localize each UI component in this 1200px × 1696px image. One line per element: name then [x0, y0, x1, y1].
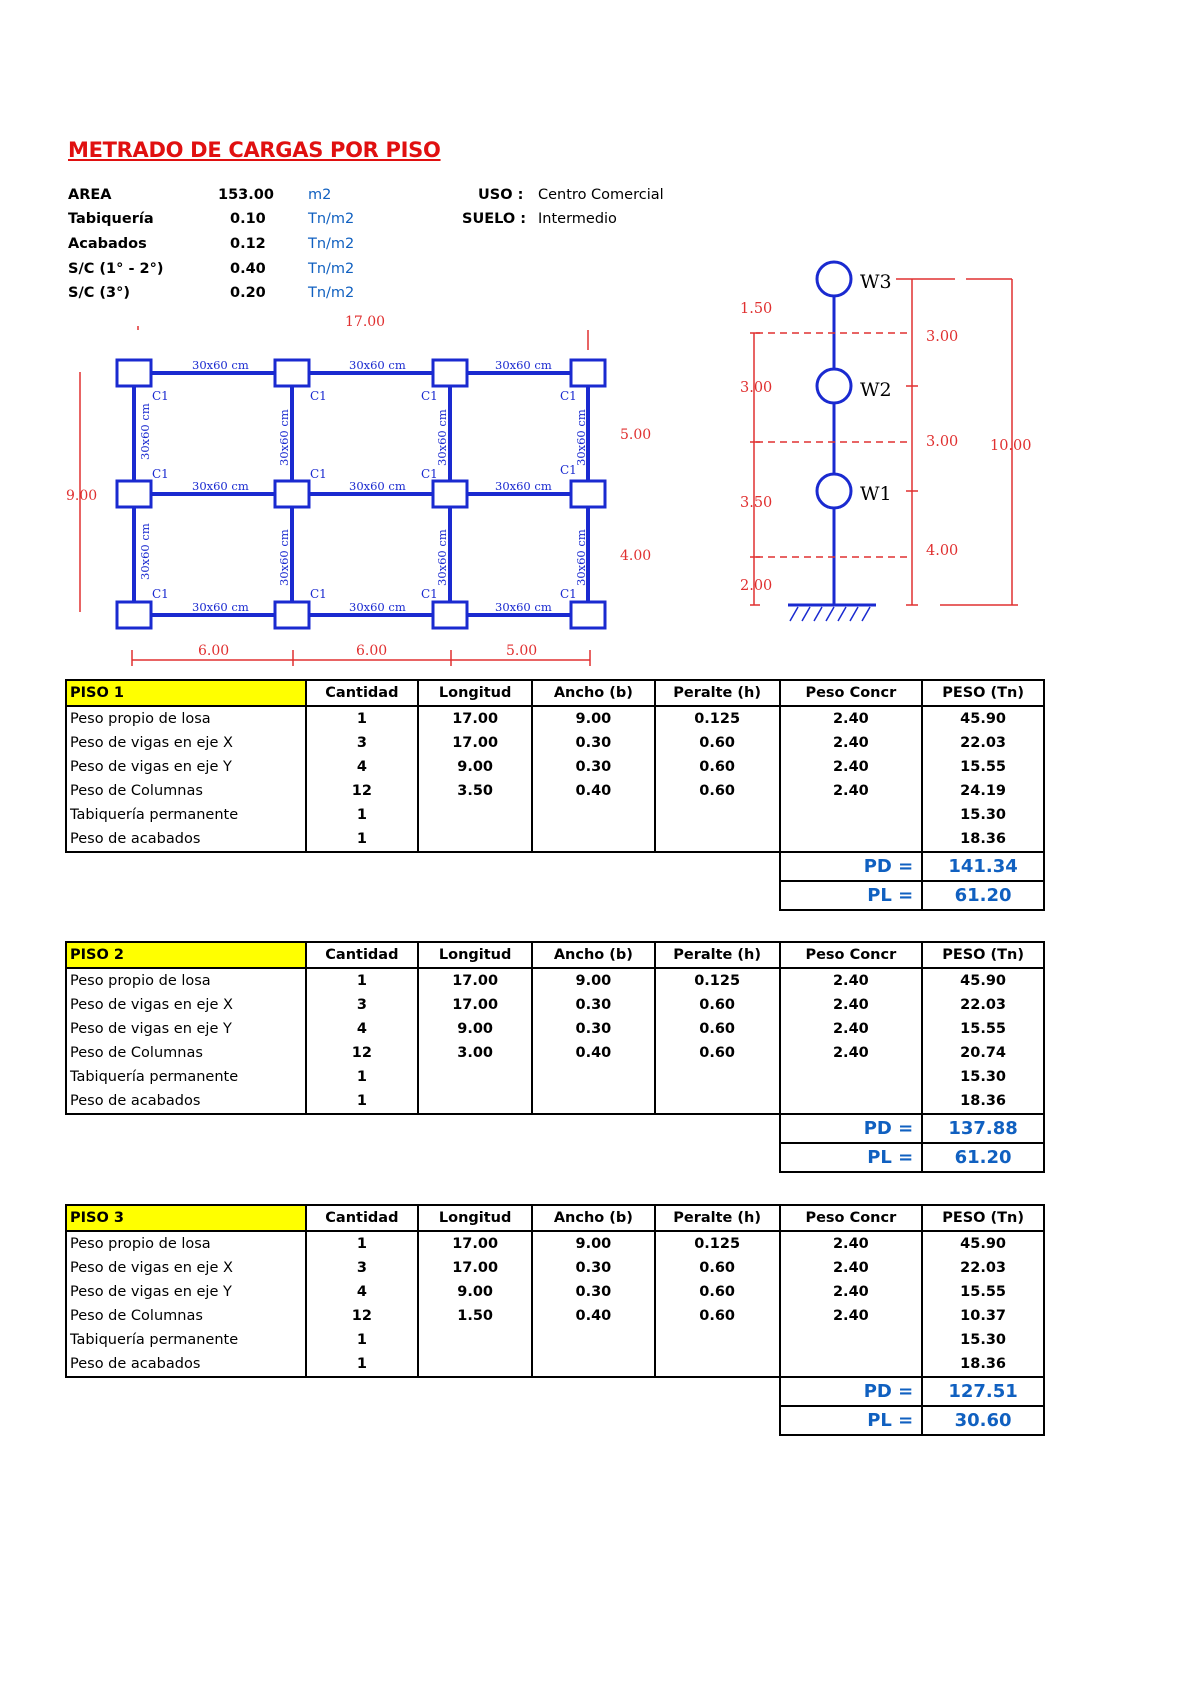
suelo-value: Intermedio	[538, 211, 617, 227]
row-longitud: 17.00	[418, 1256, 532, 1280]
uso-value: Centro Comercial	[538, 187, 664, 203]
suelo-label: SUELO :	[462, 211, 527, 227]
row-peso: 45.90	[922, 968, 1044, 993]
header-cell: Longitud	[418, 680, 532, 706]
column-label: C1	[560, 389, 577, 403]
row-peso: 22.03	[922, 1256, 1044, 1280]
row-desc: Peso de vigas en eje Y	[66, 755, 306, 779]
row-peralte: 0.60	[655, 1256, 780, 1280]
row-peso-concr	[780, 1065, 923, 1089]
row-ancho	[532, 1089, 655, 1114]
row-desc: Peso de Columnas	[66, 779, 306, 803]
header-cell: Cantidad	[306, 680, 419, 706]
row-desc: Peso de Columnas	[66, 1304, 306, 1328]
column-label: C1	[310, 587, 327, 601]
row-peralte: 0.60	[655, 993, 780, 1017]
param-unit: m2	[308, 187, 332, 203]
pl-row	[66, 1143, 1044, 1172]
row-ancho: 0.30	[532, 1256, 655, 1280]
row-longitud: 1.50	[418, 1304, 532, 1328]
row-peso: 15.55	[922, 1280, 1044, 1304]
table-row	[66, 993, 1044, 1017]
row-peso-concr: 2.40	[780, 1280, 923, 1304]
plan-total-width: 17.00	[345, 314, 386, 330]
row-cantidad: 4	[306, 1017, 419, 1041]
pl-row	[66, 881, 1044, 910]
pl-value: 30.60	[922, 1406, 1044, 1435]
piso-table-2	[65, 941, 1045, 1173]
column-label: C1	[560, 463, 577, 477]
pd-value: 127.51	[922, 1377, 1044, 1406]
row-longitud: 17.00	[418, 1231, 532, 1256]
table-row	[66, 1304, 1044, 1328]
row-peso: 45.90	[922, 706, 1044, 731]
row-peralte: 0.60	[655, 755, 780, 779]
row-ancho: 9.00	[532, 968, 655, 993]
row-ancho	[532, 1065, 655, 1089]
row-longitud: 9.00	[418, 755, 532, 779]
elev-right-dim: 3.00	[926, 329, 959, 345]
param-label: S/C (3°)	[68, 285, 131, 301]
table-row	[66, 827, 1044, 852]
row-desc: Tabiquería permanente	[66, 1065, 306, 1089]
header-cell: Peralte (h)	[655, 1205, 780, 1231]
row-longitud	[418, 827, 532, 852]
row-peso-concr: 2.40	[780, 993, 923, 1017]
row-ancho: 0.40	[532, 1041, 655, 1065]
row-desc: Peso de vigas en eje X	[66, 993, 306, 1017]
param-value: 0.12	[230, 236, 266, 252]
table-row	[66, 755, 1044, 779]
row-peso-concr: 2.40	[780, 968, 923, 993]
param-label: Tabiquería	[68, 211, 154, 227]
beam-label: 30x60 cm	[349, 479, 406, 493]
row-ancho: 0.30	[532, 731, 655, 755]
header-cell: Peralte (h)	[655, 942, 780, 968]
elev-left-dim: 1.50	[740, 301, 773, 317]
table-row	[66, 1041, 1044, 1065]
param-unit: Tn/m2	[308, 261, 355, 277]
param-label: Acabados	[68, 236, 147, 252]
pd-row	[66, 1377, 1044, 1406]
pd-row	[66, 852, 1044, 881]
row-cantidad: 1	[306, 1231, 419, 1256]
column-label: C1	[421, 467, 438, 481]
row-cantidad: 1	[306, 968, 419, 993]
header-cell: PESO (Tn)	[922, 1205, 1044, 1231]
param-unit: Tn/m2	[308, 236, 355, 252]
row-desc: Tabiquería permanente	[66, 803, 306, 827]
column-label: C1	[152, 467, 169, 481]
row-cantidad: 1	[306, 803, 419, 827]
header-cell: Peso Concr	[780, 942, 923, 968]
row-peso: 15.55	[922, 755, 1044, 779]
row-peso: 18.36	[922, 1352, 1044, 1377]
beam-label: 30x60 cm	[192, 479, 249, 493]
row-ancho: 0.40	[532, 779, 655, 803]
row-peso-concr: 2.40	[780, 779, 923, 803]
header-cell: Ancho (b)	[532, 942, 655, 968]
header-cell: Peso Concr	[780, 680, 923, 706]
row-peso-concr	[780, 827, 923, 852]
row-peso-concr: 2.40	[780, 1304, 923, 1328]
table-row	[66, 803, 1044, 827]
column-label: C1	[152, 587, 169, 601]
row-peso: 22.03	[922, 731, 1044, 755]
row-desc: Peso propio de losa	[66, 968, 306, 993]
row-peso: 45.90	[922, 1231, 1044, 1256]
row-peralte	[655, 827, 780, 852]
row-ancho	[532, 1328, 655, 1352]
row-peso-concr: 2.40	[780, 755, 923, 779]
row-peso-concr: 2.40	[780, 731, 923, 755]
bay-y-label: 4.00	[620, 548, 652, 564]
param-unit: Tn/m2	[308, 285, 355, 301]
row-peso-concr: 2.40	[780, 1231, 923, 1256]
row-longitud: 17.00	[418, 993, 532, 1017]
piso-table-1	[65, 679, 1045, 911]
row-peso: 15.55	[922, 1017, 1044, 1041]
beam-label: 30x60 cm	[138, 523, 152, 580]
row-ancho: 0.30	[532, 755, 655, 779]
row-peralte: 0.125	[655, 968, 780, 993]
table-row	[66, 1065, 1044, 1089]
row-peso-concr: 2.40	[780, 1256, 923, 1280]
row-longitud: 3.00	[418, 1041, 532, 1065]
row-peso: 10.37	[922, 1304, 1044, 1328]
elev-total-dim: 10.00	[990, 438, 1032, 454]
table-row	[66, 1017, 1044, 1041]
pd-label: PD =	[780, 1114, 923, 1143]
param-value: 0.40	[230, 261, 266, 277]
column-label: C1	[152, 389, 169, 403]
elevation-diagram	[0, 0, 1200, 680]
header-cell: Cantidad	[306, 1205, 419, 1231]
row-cantidad: 1	[306, 1328, 419, 1352]
pd-label: PD =	[780, 852, 923, 881]
row-cantidad: 1	[306, 1065, 419, 1089]
header-cell: Longitud	[418, 942, 532, 968]
beam-label: 30x60 cm	[138, 403, 152, 460]
beam-label: 30x60 cm	[495, 479, 552, 493]
pd-value: 141.34	[922, 852, 1044, 881]
row-cantidad: 1	[306, 1352, 419, 1377]
row-peso-concr: 2.40	[780, 1017, 923, 1041]
row-cantidad: 3	[306, 993, 419, 1017]
row-longitud: 17.00	[418, 731, 532, 755]
header-cell: PESO (Tn)	[922, 942, 1044, 968]
row-cantidad: 4	[306, 755, 419, 779]
param-label: AREA	[68, 187, 112, 203]
column-label: C1	[310, 467, 327, 481]
table-row	[66, 706, 1044, 731]
pl-label: PL =	[780, 1406, 923, 1435]
row-ancho: 0.30	[532, 993, 655, 1017]
row-peralte	[655, 1065, 780, 1089]
row-ancho: 0.40	[532, 1304, 655, 1328]
row-peso: 15.30	[922, 1328, 1044, 1352]
row-cantidad: 3	[306, 731, 419, 755]
row-desc: Tabiquería permanente	[66, 1328, 306, 1352]
param-value: 0.20	[230, 285, 266, 301]
beam-label: 30x60 cm	[435, 409, 449, 466]
row-peso: 18.36	[922, 827, 1044, 852]
row-desc: Peso de vigas en eje X	[66, 1256, 306, 1280]
pd-label: PD =	[780, 1377, 923, 1406]
column-label: C1	[560, 587, 577, 601]
elev-right-dim: 3.00	[926, 434, 959, 450]
row-peralte	[655, 1089, 780, 1114]
row-longitud: 9.00	[418, 1280, 532, 1304]
header-cell: Longitud	[418, 1205, 532, 1231]
table-row	[66, 1328, 1044, 1352]
row-peso-concr: 2.40	[780, 706, 923, 731]
bay-y-label: 5.00	[620, 427, 652, 443]
row-desc: Peso de Columnas	[66, 1041, 306, 1065]
piso-name: PISO 2	[66, 942, 306, 968]
header-cell: PESO (Tn)	[922, 680, 1044, 706]
pl-row	[66, 1406, 1044, 1435]
table-row	[66, 1089, 1044, 1114]
piso-table-3	[65, 1204, 1045, 1436]
row-ancho: 9.00	[532, 1231, 655, 1256]
row-peralte: 0.125	[655, 706, 780, 731]
row-peralte: 0.60	[655, 1280, 780, 1304]
header-cell: Ancho (b)	[532, 680, 655, 706]
pl-label: PL =	[780, 1143, 923, 1172]
bay-x-label: 5.00	[506, 643, 538, 659]
table-row	[66, 968, 1044, 993]
beam-label: 30x60 cm	[277, 409, 291, 466]
row-peso: 15.30	[922, 803, 1044, 827]
beam-label: 30x60 cm	[495, 358, 552, 372]
column-label: C1	[310, 389, 327, 403]
pd-value: 137.88	[922, 1114, 1044, 1143]
row-cantidad: 4	[306, 1280, 419, 1304]
beam-label: 30x60 cm	[574, 529, 588, 586]
row-longitud	[418, 1352, 532, 1377]
row-peso: 18.36	[922, 1089, 1044, 1114]
row-longitud: 9.00	[418, 1017, 532, 1041]
row-cantidad: 1	[306, 1089, 419, 1114]
beam-label: 30x60 cm	[349, 358, 406, 372]
row-peralte: 0.60	[655, 731, 780, 755]
weight-label: W2	[860, 379, 892, 401]
table-header-row	[66, 942, 1044, 968]
header-cell: Peso Concr	[780, 1205, 923, 1231]
table-row	[66, 1256, 1044, 1280]
uso-label: USO :	[478, 187, 524, 203]
weight-label: W3	[860, 271, 892, 293]
row-peralte	[655, 1328, 780, 1352]
param-unit: Tn/m2	[308, 211, 355, 227]
row-peso: 22.03	[922, 993, 1044, 1017]
elev-left-dim: 2.00	[740, 578, 773, 594]
beam-label: 30x60 cm	[192, 358, 249, 372]
column-label: C1	[421, 389, 438, 403]
pl-value: 61.20	[922, 881, 1044, 910]
row-peso-concr: 2.40	[780, 1041, 923, 1065]
beam-label: 30x60 cm	[349, 600, 406, 614]
table-row	[66, 1231, 1044, 1256]
row-peso-concr	[780, 803, 923, 827]
row-cantidad: 3	[306, 1256, 419, 1280]
column-label: C1	[421, 587, 438, 601]
header-cell: Cantidad	[306, 942, 419, 968]
bay-x-label: 6.00	[198, 643, 230, 659]
beam-label: 30x60 cm	[277, 529, 291, 586]
row-ancho	[532, 803, 655, 827]
row-desc: Peso propio de losa	[66, 1231, 306, 1256]
row-cantidad: 12	[306, 1041, 419, 1065]
param-value: 153.00	[218, 187, 274, 203]
row-desc: Peso de vigas en eje X	[66, 731, 306, 755]
table-header-row	[66, 680, 1044, 706]
weight-label: W1	[860, 483, 892, 505]
row-peralte: 0.60	[655, 1041, 780, 1065]
row-desc: Peso de vigas en eje Y	[66, 1280, 306, 1304]
row-longitud	[418, 1089, 532, 1114]
row-longitud: 17.00	[418, 706, 532, 731]
elev-left-dim: 3.00	[740, 380, 773, 396]
row-peso-concr	[780, 1089, 923, 1114]
table-row	[66, 1280, 1044, 1304]
row-peralte	[655, 1352, 780, 1377]
row-longitud	[418, 803, 532, 827]
row-longitud	[418, 1328, 532, 1352]
row-peso: 20.74	[922, 1041, 1044, 1065]
bay-x-label: 6.00	[356, 643, 388, 659]
elev-right-dim: 4.00	[926, 543, 959, 559]
piso-name: PISO 1	[66, 680, 306, 706]
elev-left-dim: 3.50	[740, 495, 773, 511]
page-title: METRADO DE CARGAS POR PISO	[68, 138, 441, 162]
row-longitud: 17.00	[418, 968, 532, 993]
table-row	[66, 779, 1044, 803]
table-row	[66, 731, 1044, 755]
row-peso-concr	[780, 1328, 923, 1352]
row-ancho: 9.00	[532, 706, 655, 731]
row-peralte: 0.60	[655, 779, 780, 803]
pd-row	[66, 1114, 1044, 1143]
row-peralte: 0.60	[655, 1304, 780, 1328]
table-row	[66, 1352, 1044, 1377]
row-ancho	[532, 1352, 655, 1377]
beam-label: 30x60 cm	[574, 409, 588, 466]
row-cantidad: 1	[306, 827, 419, 852]
row-ancho: 0.30	[532, 1280, 655, 1304]
row-peralte: 0.60	[655, 1017, 780, 1041]
row-desc: Peso de acabados	[66, 1089, 306, 1114]
beam-label: 30x60 cm	[495, 600, 552, 614]
header-cell: Ancho (b)	[532, 1205, 655, 1231]
param-value: 0.10	[230, 211, 266, 227]
row-peso: 15.30	[922, 1065, 1044, 1089]
row-desc: Peso de vigas en eje Y	[66, 1017, 306, 1041]
row-cantidad: 12	[306, 779, 419, 803]
row-cantidad: 12	[306, 1304, 419, 1328]
beam-label: 30x60 cm	[192, 600, 249, 614]
row-cantidad: 1	[306, 706, 419, 731]
row-peralte: 0.125	[655, 1231, 780, 1256]
row-desc: Peso de acabados	[66, 1352, 306, 1377]
row-peralte	[655, 803, 780, 827]
pl-label: PL =	[780, 881, 923, 910]
row-ancho: 0.30	[532, 1017, 655, 1041]
plan-total-height: 9.00	[66, 488, 98, 504]
beam-label: 30x60 cm	[435, 529, 449, 586]
row-desc: Peso de acabados	[66, 827, 306, 852]
row-peso-concr	[780, 1352, 923, 1377]
row-peso: 24.19	[922, 779, 1044, 803]
piso-name: PISO 3	[66, 1205, 306, 1231]
table-header-row	[66, 1205, 1044, 1231]
param-label: S/C (1° - 2°)	[68, 261, 164, 277]
row-longitud	[418, 1065, 532, 1089]
pl-value: 61.20	[922, 1143, 1044, 1172]
header-cell: Peralte (h)	[655, 680, 780, 706]
row-longitud: 3.50	[418, 779, 532, 803]
row-ancho	[532, 827, 655, 852]
row-desc: Peso propio de losa	[66, 706, 306, 731]
